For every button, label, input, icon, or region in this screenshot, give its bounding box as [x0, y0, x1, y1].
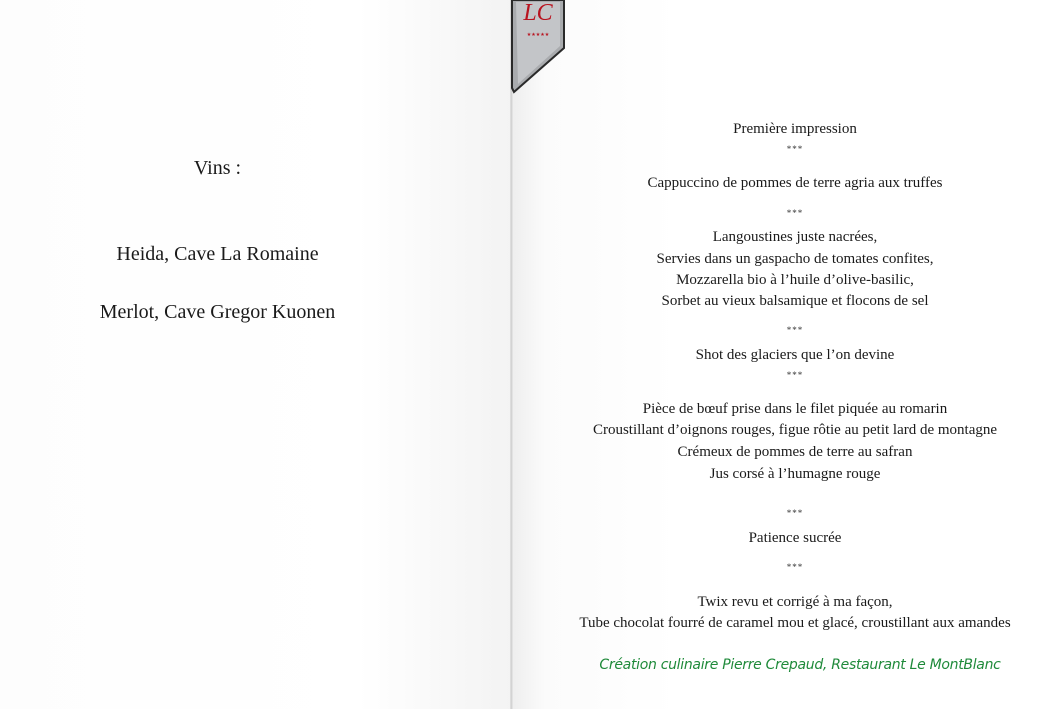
menu-dish: Crémeux de pommes de terre au safran [677, 444, 913, 460]
menu-dish: Tube chocolat fourré de caramel mou et glacé, croustillant aux amandes [579, 615, 1011, 631]
separator: *** [786, 508, 804, 518]
bookmark-ribbon [510, 0, 566, 94]
menu-section-title: Patience sucrée [748, 530, 842, 546]
menu-dish: Sorbet au vieux balsamique et flocons de sel [661, 293, 929, 309]
chef-credit: Création culinaire Pierre Crepaud, Restaurant Le MontBlanc [599, 657, 1001, 673]
menu-dish: Pièce de bœuf prise dans le filet piquée au romarin [642, 401, 948, 417]
menu-dish: Cappuccino de pommes de terre agria aux truffes [647, 175, 943, 191]
menu-dish: Langoustines juste nacrées, [712, 229, 878, 245]
separator: *** [786, 370, 804, 380]
separator: *** [786, 208, 804, 218]
menu-dish: Jus corsé à l’humagne rouge [709, 466, 881, 482]
separator: *** [786, 562, 804, 572]
menu-dish: Servies dans un gaspacho de tomates confites, [656, 251, 934, 267]
wines-title: Vins : [193, 157, 242, 179]
wine-item: Merlot, Cave Gregor Kuonen [99, 301, 336, 323]
separator: *** [786, 144, 804, 154]
logo-stars: ★★★★★ [526, 32, 550, 38]
left-page [0, 0, 512, 709]
page-fold [510, 0, 513, 709]
separator: *** [786, 325, 804, 335]
logo-text: LC [523, 0, 553, 26]
menu-dish: Mozzarella bio à l’huile d’olive-basilic, [676, 272, 914, 288]
menu-dish: Twix revu et corrigé à ma façon, [697, 594, 893, 610]
menu-dish: Shot des glaciers que l’on devine [695, 347, 895, 363]
menu-dish: Croustillant d’oignons rouges, figue rôtie au petit lard de montagne [592, 422, 998, 438]
wine-item: Heida, Cave La Romaine [116, 243, 319, 265]
menu-section-title: Première impression [733, 121, 857, 137]
